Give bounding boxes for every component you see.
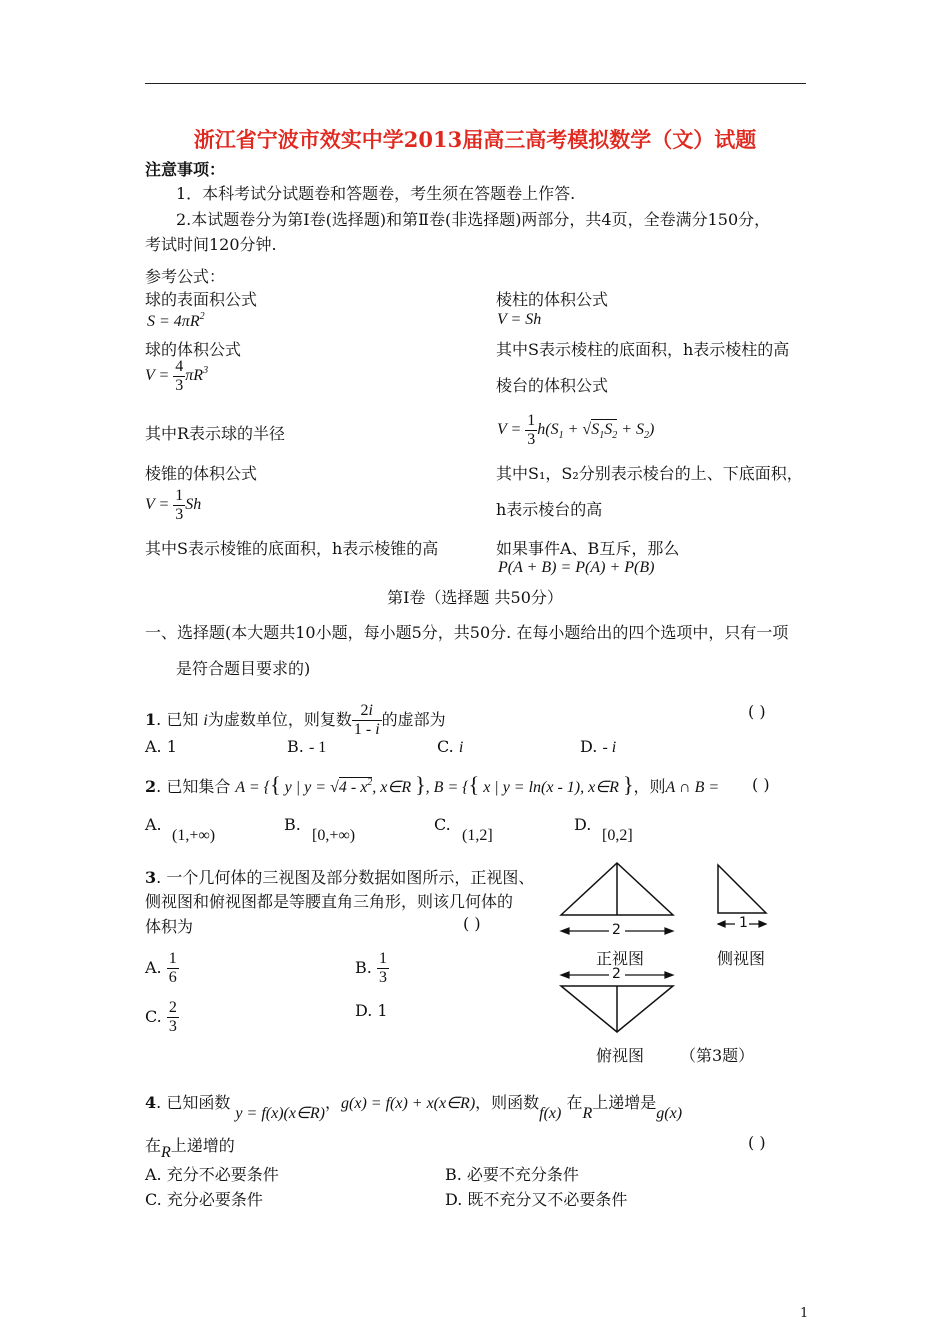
- question-3-line-2: 侧视图和俯视图都是等腰直角三角形，则该几何体的: [145, 892, 514, 911]
- q2-option-a-value: (1,+∞): [172, 827, 216, 844]
- question-3-line-3: 体积为: [145, 917, 194, 936]
- q2-option-b-value: [0,+∞): [312, 827, 356, 844]
- question-3: 3. 一个几何体的三视图及部分数据如图所示，正视图、: [145, 868, 535, 887]
- sphere-area-label: 球的表面积公式: [145, 290, 258, 309]
- page-number: 1: [800, 1306, 809, 1321]
- q4-answer-paren: ( ): [748, 1133, 766, 1152]
- q1-option-a: A. 1: [145, 737, 177, 756]
- part1-heading: 第Ⅰ卷（选择题 共50分）: [387, 588, 563, 607]
- q2-option-c-value: (1,2]: [462, 827, 493, 844]
- side-view-label: 侧视图: [717, 949, 766, 968]
- page-title: 浙江省宁波市效实中学2013届高三高考模拟数学（文）试题: [193, 127, 757, 152]
- q2-option-d-value: [0,2]: [602, 827, 633, 844]
- notes-item-2: 2.本试题卷分为第Ⅰ卷(选择题)和第Ⅱ卷(非选择题)两部分，共4页，全卷满分150分，: [176, 210, 771, 229]
- q1-option-b: B. - 1: [287, 737, 327, 756]
- side-view-triangle: [718, 865, 766, 913]
- event-formula: P(A + B) = P(A) + P(B): [498, 559, 655, 576]
- section-instructions-cont: 是符合题目要求的): [176, 659, 311, 678]
- frustum-vol-formula: V = $\frac{1}{3}$ $h(S_1 + √S_1S_2 + S_2)$: [497, 412, 655, 448]
- q3-option-b: B. $\frac{1}{3}$: [355, 950, 387, 986]
- top-view-label: 俯视图: [596, 1046, 645, 1065]
- sphere-area-formula: $S = 4\pi R^2$: [147, 311, 205, 330]
- prism-note: 其中S表示棱柱的底面积，h表示棱柱的高: [496, 340, 790, 359]
- pyramid-vol-formula: V = $\frac{1}{3}$ Sh: [145, 487, 202, 523]
- figure-caption: （第3题）: [680, 1046, 755, 1065]
- event-label: 如果事件A、B互斥，那么: [496, 539, 680, 558]
- q1-answer-paren: ( ): [748, 702, 766, 721]
- prism-vol-label: 棱柱的体积公式: [496, 290, 609, 309]
- sphere-vol-formula: V = $\frac{4}{3}$ $\pi R^3$: [145, 358, 209, 394]
- notes-item-1: 1．本科考试分试题卷和答题卷，考生须在答题卷上作答.: [176, 184, 576, 203]
- q2-option-c-label: C.: [434, 815, 451, 834]
- q4-option-b: B. 必要不充分条件: [445, 1165, 579, 1184]
- q2-answer-paren: ( ): [752, 775, 770, 794]
- q2-option-a-label: A.: [145, 815, 162, 834]
- question-4: 4. 已知函数 y = f(x)(x∈R)，g(x) = f(x) + x(x∈R)，则函数f(x) 在R上递增是g(x): [145, 1093, 683, 1122]
- q3-answer-paren: ( ): [463, 914, 481, 933]
- front-view-label: 正视图: [596, 949, 645, 968]
- side-view-dimension: 1: [739, 915, 748, 931]
- q1-option-c: C. i: [437, 737, 464, 756]
- q4-option-a: A. 充分不必要条件: [145, 1165, 279, 1184]
- q2-option-d-label: D.: [574, 815, 592, 834]
- header-rule: [145, 83, 806, 84]
- front-view-dimension: 2: [612, 922, 621, 938]
- pyramid-vol-label: 棱锥的体积公式: [145, 464, 258, 483]
- frustum-note-1: 其中S₁，S₂分别表示棱台的上、下底面积，: [496, 464, 803, 483]
- section-instructions: 一、选择题(本大题共10小题，每小题5分，共50分. 在每小题给出的四个选项中，只有一项: [145, 623, 789, 642]
- pyramid-note: 其中S表示棱锥的底面积，h表示棱锥的高: [145, 539, 439, 558]
- q3-option-d: D. 1: [355, 1001, 388, 1020]
- question-4-line-2: 在R上递增的: [145, 1136, 235, 1161]
- sphere-vol-label: 球的体积公式: [145, 340, 242, 359]
- question-2: 2. 已知集合 A = {{ y | $y = √4 - x^2$, x∈R }, B = {{ x | y = ln(x - 1), x∈R }，则A ∩ B =: [145, 772, 720, 797]
- formulas-heading: 参考公式：: [145, 267, 226, 286]
- q3-option-a: A. $\frac{1}{6}$: [145, 950, 177, 986]
- prism-vol-formula: V = Sh: [497, 311, 542, 328]
- notes-item-2-cont: 考试时间120分钟.: [145, 235, 277, 254]
- frustum-note-2: h表示棱台的高: [496, 500, 603, 519]
- sphere-r-note: 其中R表示球的半径: [145, 424, 286, 443]
- q4-option-c: C. 充分必要条件: [145, 1190, 263, 1209]
- q1-option-d: D. - i: [580, 737, 617, 756]
- notes-heading: 注意事项：: [145, 160, 226, 179]
- top-view-dimension: 2: [612, 966, 621, 982]
- q4-option-d: D. 既不充分又不必要条件: [445, 1190, 628, 1209]
- q2-option-b-label: B.: [284, 815, 301, 834]
- q3-option-c: C. $\frac{2}{3}$: [145, 999, 177, 1035]
- frustum-vol-label: 棱台的体积公式: [496, 376, 609, 395]
- question-1: 1. 已知 i为虚数单位，则复数 $\frac{2i}{1 - i}$ 的虚部为: [145, 702, 446, 738]
